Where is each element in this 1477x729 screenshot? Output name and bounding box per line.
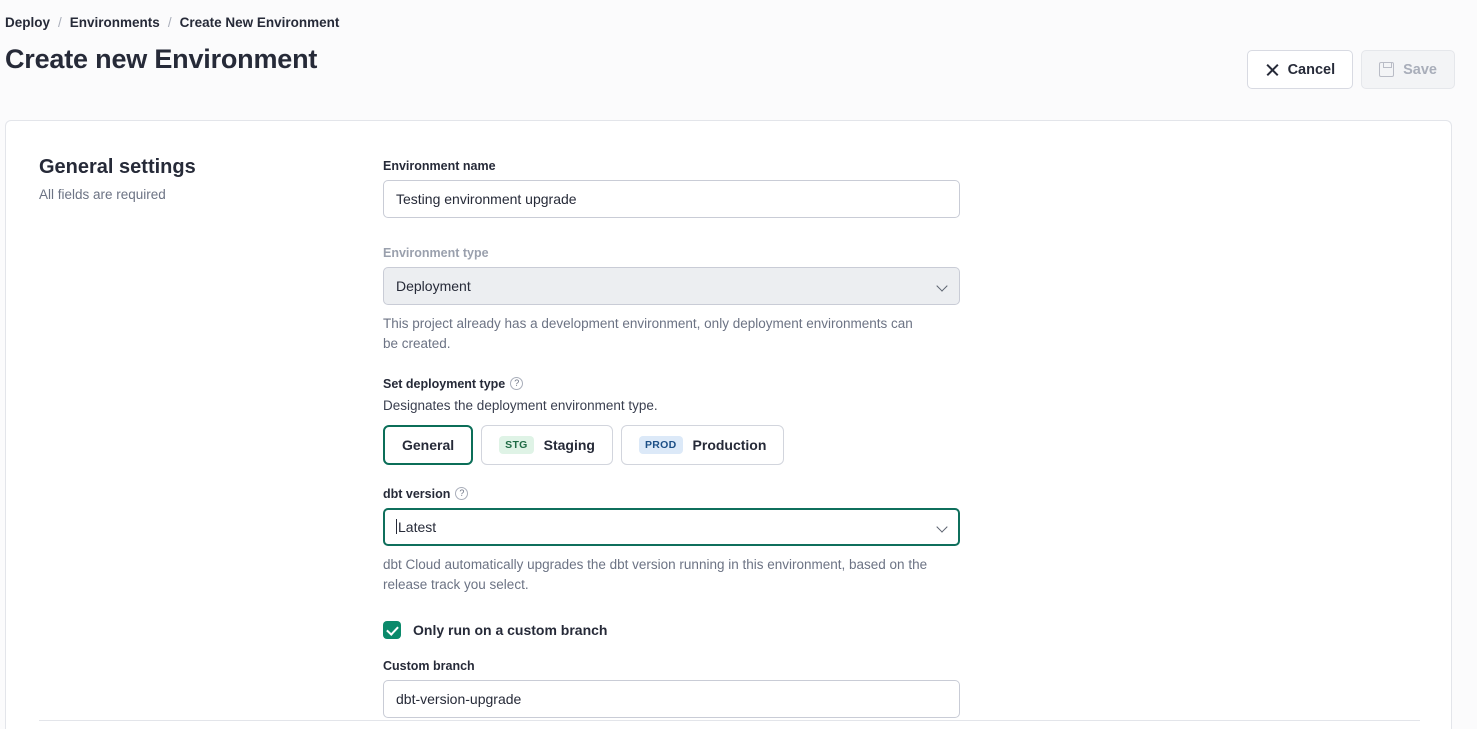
deployment-type-option-production-label: Production bbox=[692, 436, 767, 453]
environment-type-label: Environment type bbox=[383, 246, 489, 260]
custom-branch-label: Custom branch bbox=[383, 659, 475, 673]
close-icon bbox=[1265, 63, 1279, 77]
question-mark-icon[interactable]: ? bbox=[455, 487, 468, 500]
dbt-version-help: dbt Cloud automatically upgrades the dbt version running in this environment, based on the release track you select. bbox=[383, 556, 928, 592]
deployment-type-option-staging-label: Staging bbox=[543, 436, 595, 453]
breadcrumb bbox=[5, 15, 339, 30]
production-tag: PROD bbox=[639, 436, 683, 454]
section-subtitle: All fields are required bbox=[39, 187, 166, 202]
save-button[interactable] bbox=[1361, 50, 1455, 89]
custom-branch-input[interactable] bbox=[383, 680, 960, 718]
breadcrumb-item-deploy[interactable]: Deploy bbox=[5, 15, 51, 30]
save-button-label: Save bbox=[1403, 61, 1437, 78]
field-custom-branch bbox=[383, 659, 963, 718]
section-header bbox=[39, 156, 339, 202]
environment-form bbox=[383, 159, 963, 718]
staging-tag: STG bbox=[499, 436, 534, 454]
floppy-disk-icon bbox=[1379, 62, 1394, 77]
card-divider bbox=[39, 720, 1420, 721]
field-dbt-version bbox=[383, 487, 963, 596]
page-title: Create new Environment bbox=[5, 44, 318, 74]
custom-branch-checkbox-label: Only run on a custom branch bbox=[413, 622, 608, 638]
custom-branch-toggle-row[interactable] bbox=[383, 621, 963, 639]
question-mark-icon[interactable]: ? bbox=[510, 377, 523, 390]
deployment-type-option-production[interactable] bbox=[621, 425, 784, 465]
deployment-type-label-text: Set deployment type bbox=[383, 376, 506, 391]
dbt-version-label-text: dbt version bbox=[383, 486, 451, 501]
cancel-button-label: Cancel bbox=[1287, 61, 1336, 78]
deployment-type-description: Designates the deployment environment type. bbox=[383, 397, 658, 413]
environment-type-value: Deployment bbox=[396, 278, 471, 294]
field-environment-type bbox=[383, 246, 963, 355]
deployment-type-option-general[interactable] bbox=[383, 425, 473, 465]
dbt-version-select[interactable] bbox=[383, 508, 960, 546]
breadcrumb-separator: / bbox=[58, 15, 62, 30]
environment-name-label: Environment name bbox=[383, 159, 496, 173]
field-deployment-type bbox=[383, 377, 963, 465]
field-environment-name bbox=[383, 159, 963, 218]
environment-type-help: This project already has a development environment, only deployment environments can be created. bbox=[383, 316, 913, 352]
environment-name-input[interactable] bbox=[383, 180, 960, 218]
cancel-button[interactable] bbox=[1247, 50, 1354, 89]
breadcrumb-separator: / bbox=[167, 15, 172, 30]
page-header bbox=[0, 44, 1477, 102]
general-settings-card bbox=[5, 120, 1452, 729]
breadcrumb-item-environments[interactable]: Environments bbox=[69, 15, 160, 30]
deployment-type-option-general-label: General bbox=[402, 436, 455, 453]
breadcrumb-item-current: Create New Environment bbox=[179, 15, 340, 30]
deployment-type-label bbox=[383, 377, 963, 391]
deployment-type-option-staging[interactable] bbox=[481, 425, 613, 465]
dbt-version-label bbox=[383, 487, 963, 501]
header-actions bbox=[1247, 50, 1455, 89]
environment-type-select[interactable] bbox=[383, 267, 960, 305]
custom-branch-checkbox[interactable] bbox=[383, 621, 401, 639]
text-caret bbox=[396, 519, 397, 534]
section-title: General settings bbox=[39, 156, 196, 178]
dbt-version-value: Latest bbox=[398, 518, 437, 535]
deployment-type-options bbox=[383, 425, 963, 465]
